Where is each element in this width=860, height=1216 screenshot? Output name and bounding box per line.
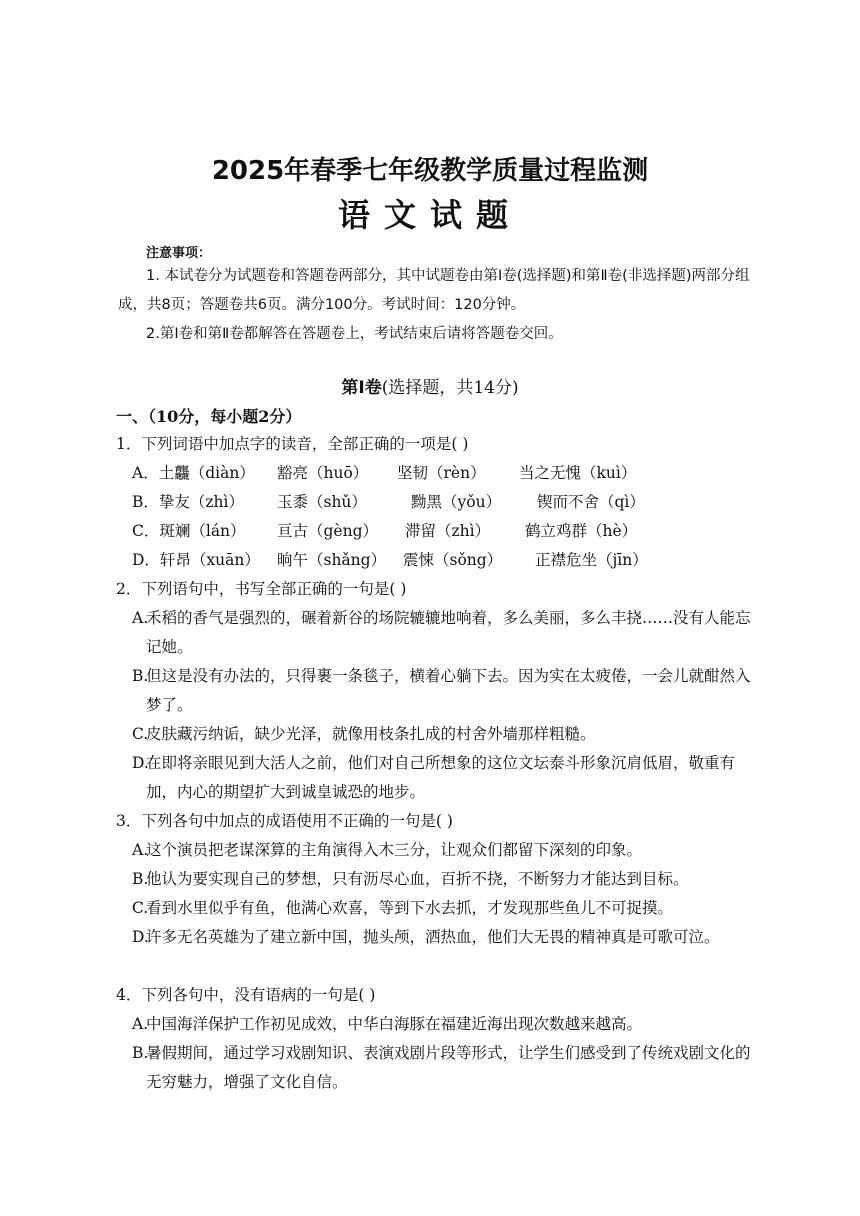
question-option [132,1010,754,1039]
question-stem: 2．下列语句中，书写全部正确的一句是( ) [116,580,407,598]
option-label: B. [132,1044,149,1062]
option-cell: 鹤立鸡群（hè） [525,522,638,540]
question-option-row [132,488,772,517]
question-option [132,749,754,807]
option-text: 他认为要实现自己的梦想，只有沥尽心血，百折不挠，不断努力才能达到目标。 [146,870,689,888]
option-text: 暑假期间，通过学习戏剧知识、表演戏剧片段等形式，让学生们感受到了传统戏剧文化的无穷魅力，增强了文化自信。 [146,1044,751,1091]
question-stem: 1．下列词语中加点字的读音，全部正确的一项是( ) [116,435,469,453]
option-label: A. [132,1015,149,1033]
option-cell: 豁亮（huō） [277,464,369,482]
option-cell: 玉黍（shǔ） [277,493,367,511]
question-option [132,923,754,952]
option-text: 禾稻的香气是强烈的，碾着新谷的场院辘辘地响着，多么美丽，多么丰挠……没有人能忘记她。 [146,609,751,656]
question-option [132,865,754,894]
option-cell: 坚韧（rèn） [397,464,486,482]
option-text: 皮肤藏污纳诟，缺少光泽，就像用枝条扎成的村舍外墙那样粗糙。 [146,725,596,743]
question-option [132,836,754,865]
option-label: C. [132,725,149,743]
option-label: D. [132,928,149,946]
option-label: C. [132,899,149,917]
question-option-row [132,517,772,546]
option-cell: D．轩昂（xuān） [132,551,260,569]
option-text: 但这是没有办法的，只得裹一条毯子，横着心躺下去。因为实在太疲倦，一会儿就酣然入梦了。 [146,667,751,714]
question-option-row [132,546,772,575]
question-option [132,662,754,720]
notes-heading: 注意事项： [146,246,212,261]
option-cell: 锲而不舍（qì） [537,493,645,511]
section-title-rest: (选择题，共14分) [381,378,519,398]
section-title [0,373,860,398]
question-option-row [132,459,772,488]
question-option [132,604,754,662]
option-text: 这个演员把老谋深算的主角演得入木三分，让观众们都留下深刻的印象。 [146,841,643,859]
subject-title: 语文试题 [337,196,522,234]
option-cell: B．挚友（zhì） [132,493,244,511]
option-label: D. [132,754,149,772]
option-label: A. [132,609,149,627]
option-cell: 震悚（sǒng） [403,551,503,569]
option-label: A. [132,841,149,859]
option-text: 中国海洋保护工作初见成效，中华白海豚在福建近海出现次数越来越高。 [146,1015,643,1033]
option-cell: 黝黑（yǒu） [411,493,502,511]
option-text: 看到水里似乎有鱼，他满心欢喜，等到下水去抓，才发现那些鱼儿不可捉摸。 [146,899,674,917]
part-heading: 一、（10分，每小题2分） [116,407,302,426]
question-stem: 4．下列各句中，没有语病的一句是( ) [116,986,376,1004]
question-stem: 3．下列各句中加点的成语使用不正确的一句是( ) [116,812,453,830]
option-text: 在即将亲眼见到大活人之前，他们对自己所想象的这位文坛泰斗形象沉肩低眉，敬重有加，内心的期望扩大到诚皇诚恐的地步。 [146,754,736,801]
option-cell: 亘古（gèng） [277,522,379,540]
note-item: 1. 本试卷分为试题卷和答题卷两部分，其中试题卷由第Ⅰ卷(选择题)和第Ⅱ卷(非选择题)两部分组成，共8页；答题卷共6页。满分100分。考试时间：120分钟。 [118,268,750,313]
option-cell: 当之无愧（kuì） [519,464,637,482]
question-option [132,720,754,749]
question-option [132,1039,754,1097]
question-option [132,894,754,923]
section-title-bold: 第Ⅰ卷 [341,378,382,398]
exam-title: 2025年春季七年级教学质量过程监测 [211,156,649,186]
option-label: B. [132,870,149,888]
option-cell: 正襟危坐（jīn） [535,551,648,569]
notes-list [118,262,758,349]
option-cell: C．斑斓（lán） [132,522,246,540]
option-label: B. [132,667,149,685]
option-text: 许多无名英雄为了建立新中国，抛头颅，洒热血，他们大无畏的精神真是可歌可泣。 [146,928,720,946]
note-item: 2.第Ⅰ卷和第Ⅱ卷都解答在答题卷上，考试结束后请将答题卷交回。 [146,326,563,342]
option-cell: A．土龘（diàn） [132,464,255,482]
option-cell: 滞留（zhì） [405,522,491,540]
option-cell: 晌午（shǎng） [277,551,387,569]
